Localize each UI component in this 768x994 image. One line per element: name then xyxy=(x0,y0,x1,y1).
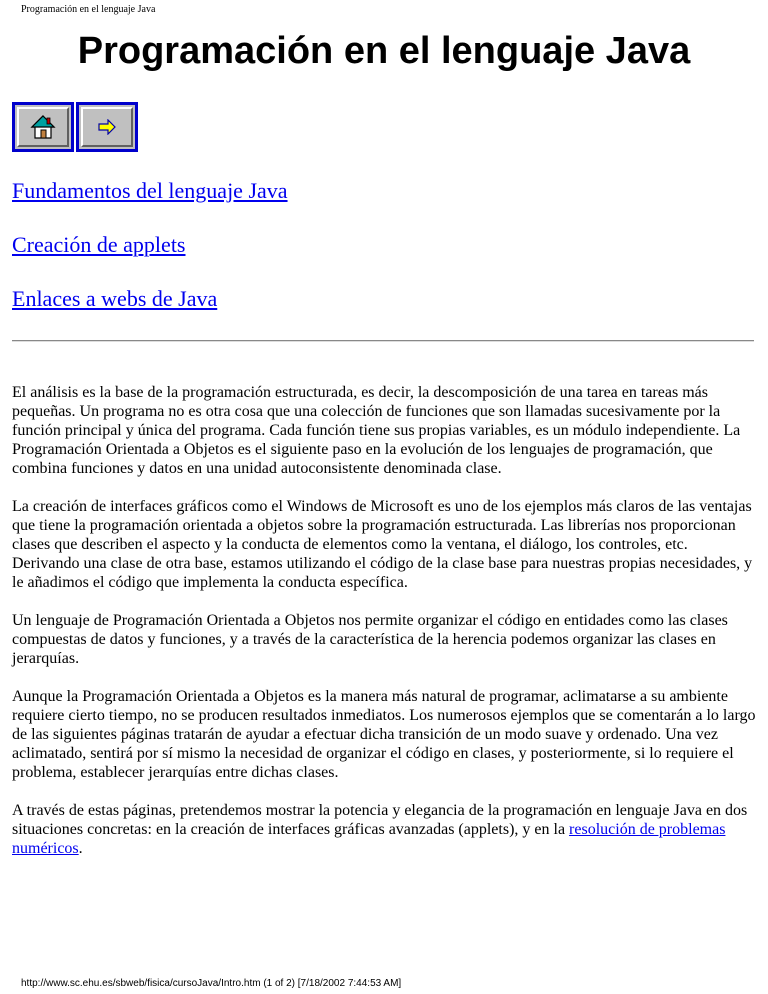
content xyxy=(12,383,758,877)
home-button[interactable] xyxy=(12,102,74,152)
paragraph-last xyxy=(12,801,758,858)
nav-bar xyxy=(12,102,138,152)
paragraph-text: A través de estas páginas, pretendemos mostrar la potencia y elegancia de la programación en lenguaje Java en dos situaciones concretas: en la creación de interfaces gráficas avanzadas (applets), y en la xyxy=(12,802,748,838)
link-fundamentos[interactable]: Fundamentos del lenguaje Java xyxy=(12,178,288,203)
paragraph-end: . xyxy=(78,840,83,857)
link-applets[interactable]: Creación de applets xyxy=(12,232,186,257)
link-list xyxy=(12,178,288,340)
separator xyxy=(12,340,754,342)
paragraph: La creación de interfaces gráficos como el Windows de Microsoft es uno de los ejemplos más claros de las ventajas que tiene la programación orientada a objetos sobre la programación estructurada. Las librerías nos proporcionan clases que describen el aspecto y la conducta de elementos como la ventana, el diálogo, los controles, etc. Derivando una clase de otra base, estamos utilizando el código de la clase base para nuestras propias necesidades, y le añadimos el código que implementa la conducta específica. xyxy=(12,498,753,591)
page-title: Programación en el lenguaje Java xyxy=(77,30,691,72)
paragraph: Aunque la Programación Orientada a Objetos es la manera más natural de programar, aclimatarse a su ambiente requiere cierto tiempo, no se producen resultados inmediatos. Los numerosos ejemplos que se comentarán a lo largo de las siguientes páginas tratarán de ayudar a efectuar dicha transición de un modo suave y ordenado. Una vez aclimatado, sentirá por sí mismo la necesidad de organizar el código en clases, y posteriormente, si lo requiere el problema, establecer jerarquías entre dichas clases. xyxy=(12,688,756,781)
paragraph: El análisis es la base de la programación estructurada, es decir, la descomposición de una tarea en tareas más pequeñas. Un programa no es otra cosa que una colección de funciones que son llamadas sucesivamente por la función principal y única del programa. Cada función tiene sus propias variables, es un módulo independiente. La Programación Orientada a Objetos es el siguiente paso en la evolución de los lenguajes de programación, que combina funciones y datos en una unidad autoconsistente denominada clase. xyxy=(12,384,741,477)
print-footer: http://www.sc.ehu.es/sbweb/fisica/cursoJava/Intro.htm (1 of 2) [7/18/2002 7:44:53 AM] xyxy=(21,978,402,989)
next-button[interactable] xyxy=(76,102,138,152)
link-webs-java[interactable]: Enlaces a webs de Java xyxy=(12,286,218,311)
paragraph: Un lenguaje de Programación Orientada a Objetos nos permite organizar el código en entidades como las clases compuestas de datos y funciones, y a través de la característica de la herencia podemos organizar las clases en jerarquías. xyxy=(12,612,728,667)
print-header: Programación en el lenguaje Java xyxy=(21,4,156,15)
arrow-right-icon xyxy=(97,119,117,135)
home-icon xyxy=(30,114,56,140)
link-problemas-numericos[interactable]: resolución de problemas numéricos xyxy=(12,821,726,857)
